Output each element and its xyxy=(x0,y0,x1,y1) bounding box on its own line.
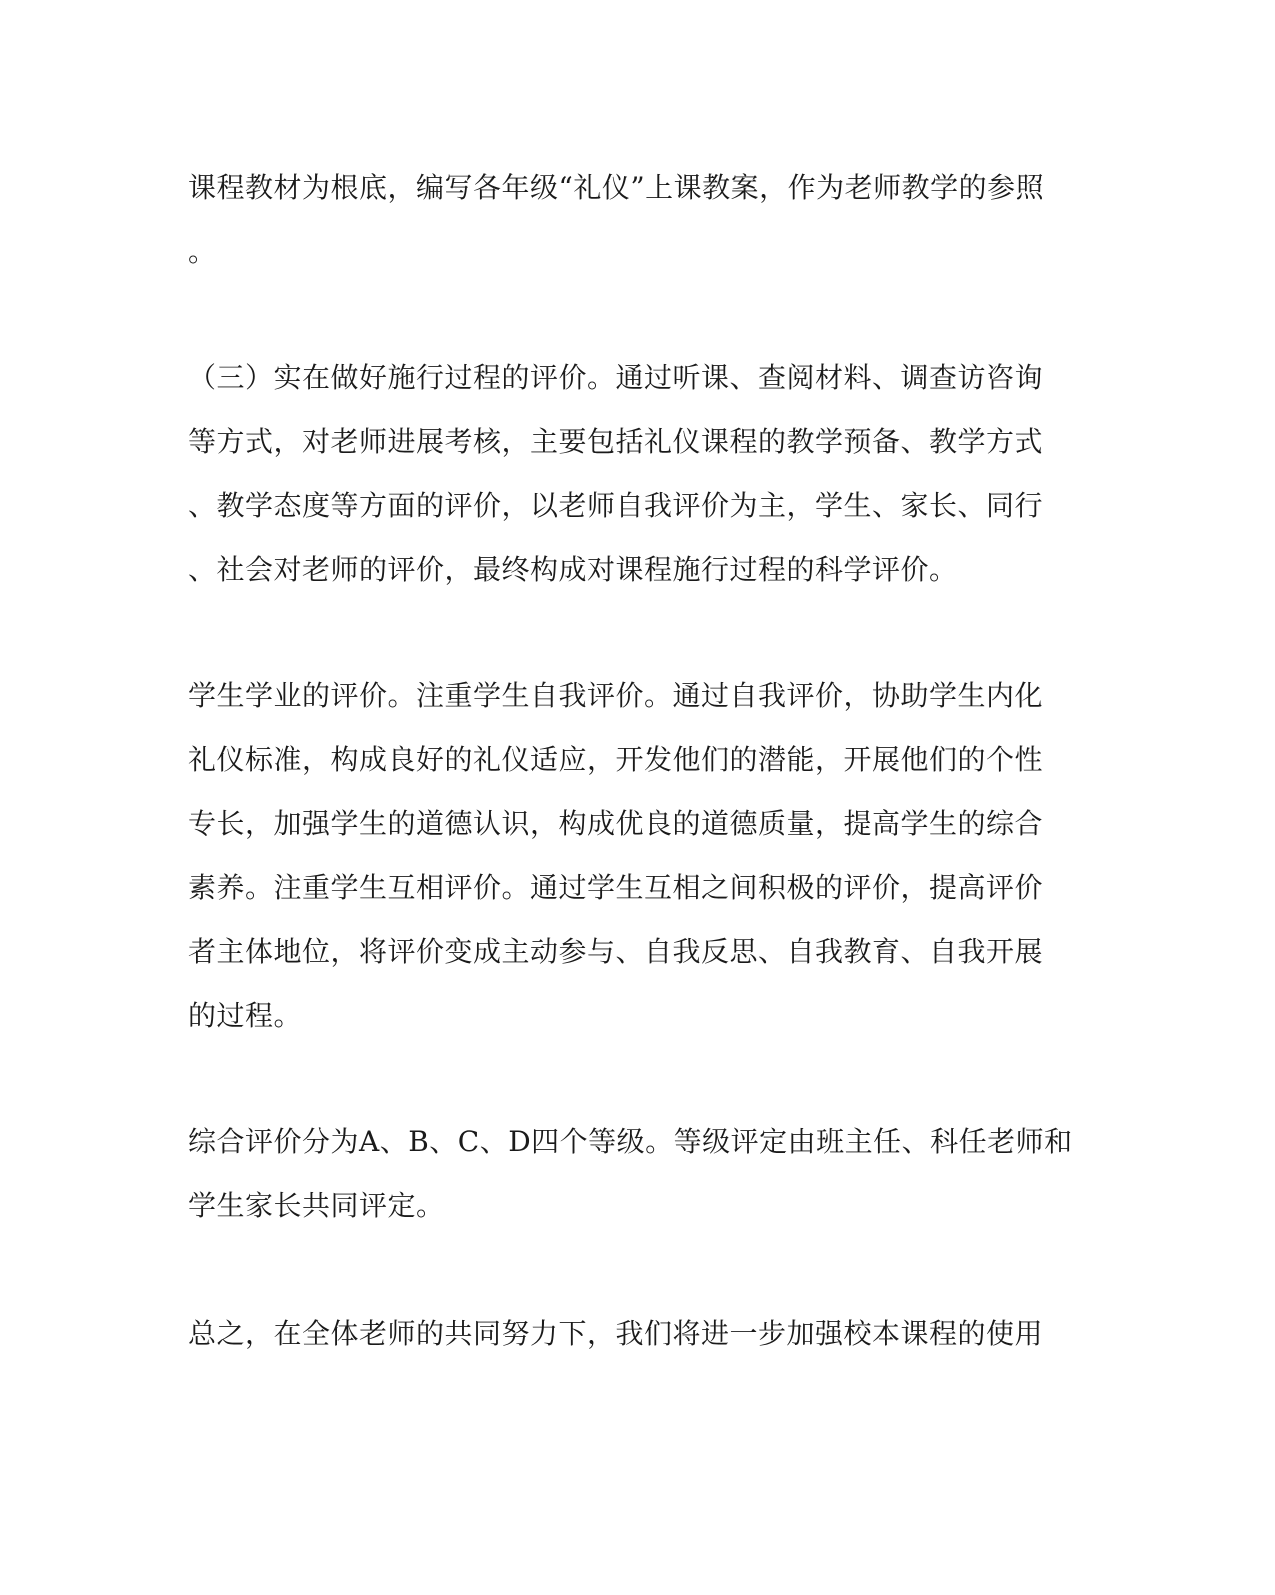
text-line: 综合评价分为A、B、C、D四个等级。等级评定由班主任、科任老师和 xyxy=(188,1125,1073,1158)
text-line: 礼仪标准，构成良好的礼仪适应，开发他们的潜能，开展他们的个性 xyxy=(188,743,1044,776)
text-line: 、社会对老师的评价，最终构成对课程施行过程的科学评价。 xyxy=(188,553,958,586)
text-line: 的过程。 xyxy=(188,999,303,1032)
text-line: 。 xyxy=(188,235,217,268)
text-line: （三）实在做好施行过程的评价。通过听课、查阅材料、调查访咨询 xyxy=(188,361,1044,394)
text-line: 者主体地位，将评价变成主动参与、自我反思、自我教育、自我开展 xyxy=(188,935,1044,968)
text-line: 课程教材为根底，编写各年级“礼仪”上课教案，作为老师教学的参照 xyxy=(188,171,1045,204)
text-line: 专长，加强学生的道德认识，构成优良的道德质量，提高学生的综合 xyxy=(188,807,1044,840)
text-line: 学生家长共同评定。 xyxy=(188,1189,445,1222)
text-line: 学生学业的评价。注重学生自我评价。通过自我评价，协助学生内化 xyxy=(188,679,1044,712)
text-line: 等方式，对老师进展考核，主要包括礼仪课程的教学预备、教学方式 xyxy=(188,425,1044,458)
text-line: 素养。注重学生互相评价。通过学生互相之间积极的评价，提高评价 xyxy=(188,871,1044,904)
text-line: 总之，在全体老师的共同努力下，我们将进一步加强校本课程的使用 xyxy=(188,1317,1044,1350)
text-line: 、教学态度等方面的评价，以老师自我评价为主，学生、家长、同行 xyxy=(188,489,1044,522)
